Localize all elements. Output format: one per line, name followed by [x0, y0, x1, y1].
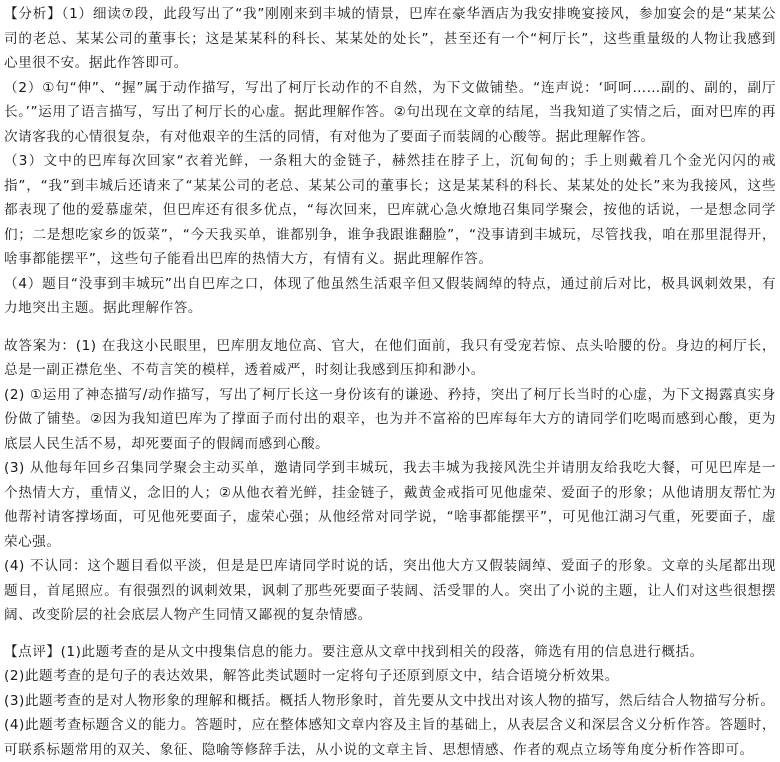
- comment-paragraph-1: 【点评】(1)此题考查的是从文中搜集信息的能力。要注意从文章中找到相关的段落，筛选有用的信息进行概括。: [4, 640, 776, 665]
- section-spacer: [4, 628, 776, 640]
- analysis-section: [4, 2, 776, 321]
- comment-paragraph-4: (4)此题考查标题含义的能力。答题时，应在整体感知文章内容及主旨的基础上，从表层含义和深层含义分析作答。答题时，可联系标题常用的双关、象征、隐喻等修辞手法，从小说的文章主旨、思想情感、作者的观点立场等角度分析作答即可。: [4, 713, 776, 762]
- analysis-paragraph-4: （4）题目“没事到丰城玩”出自巴库之口，体现了他虽然生活艰辛但又假装阔绰的特点，通过前后对比，极具讽刺效果，有力地突出主题。据此理解作答。: [4, 272, 776, 321]
- answer-section: [4, 334, 776, 628]
- comment-paragraph-3: (3)此题考查的是对人物形象的理解和概括。概括人物形象时，首先要从文中找出对该人物的描写，然后结合人物描写分析。: [4, 689, 776, 714]
- comment-paragraph-2: (2)此题考查的是句子的表达效果，解答此类试题时一定将句子还原到原文中，结合语境分析效果。: [4, 664, 776, 689]
- answer-paragraph-4: (4) 不认同：这个题目看似平淡，但是是巴库请同学时说的话，突出他大方又假装阔绰、爱面子的形象。文章的头尾都出现题目，首尾照应。有很强烈的讽刺效果，讽刺了那些死要面子装阔、活受罪的人。突出了小说的主题，让人们对这些很想摆阔、改变阶层的社会底层人物产生同情又鄙视的复杂情感。: [4, 554, 776, 628]
- analysis-paragraph-2: （2）①句“伸”、“握”属于动作描写，写出了柯厅长动作的不自然，为下文做铺垫。“连声说：‘呵呵……副的、副的，副厅长。’”运用了语言描写，写出了柯厅长的心虚。据此理解作答。②句出现在文章的结尾，当我知道了实情之后，面对巴库的再次请客我的心情很复杂，有对他艰辛的生活的同情，有对他为了要面子而装阔的心酸等。据此理解作答。: [4, 76, 776, 150]
- answer-paragraph-2: (2) ①运用了神态描写/动作描写，写出了柯厅长这一身份该有的谦逊、矜持，突出了柯厅长当时的心虚，为下文揭露真实身份做了铺垫。②因为我知道巴库为了撑面子而付出的艰辛，也为并不富裕的巴库每年大方的请同学们吃喝而感到心酸，更为底层人民生活不易，却死要面子的假阔而感到心酸。: [4, 383, 776, 457]
- comment-section: [4, 640, 776, 762]
- section-spacer: [4, 321, 776, 334]
- answer-paragraph-1: 故答案为：(1) 在我这小民眼里，巴库朋友地位高、官大，在他们面前，我只有受宠若惊、点头哈腰的份。身边的柯厅长，总是一副正襟危坐、不苟言笑的模样，透着威严，时刻让我感到压抑和渺小。: [4, 334, 776, 383]
- analysis-paragraph-3: （3）文中的巴库每次回家“衣着光鲜，一条粗大的金链子，赫然挂在脖子上，沉甸甸的；手上则戴着几个金光闪闪的戒指”，“我”到丰城后还请来了“某某公司的老总、某某公司的董事长；这是某某科的科长、某某处的处长”来为我接风，这些都表现了他的爱慕虚荣，但巴库还有很多优点，“每次回来，巴库就心急火燎地召集同学聚会，按他的话说，一是想念同学们；二是想吃家乡的饭菜”，“今天我买单，谁都别争，谁争我跟谁翻脸”，“没事请到丰城玩，尽管找我，咱在那里混得开，啥事都能摆平”，这些句子能看出巴库的热情大方，有情有义。据此理解作答。: [4, 149, 776, 272]
- answer-paragraph-3: (3) 从他每年回乡召集同学聚会主动买单，邀请同学到丰城玩，我去丰城为我接风洗尘并请朋友给我吃大餐，可见巴库是一个热情大方，重情义，念旧的人；②从他衣着光鲜，挂金链子，戴黄金戒指可见他虚荣、爱面子的形象；从他请朋友帮忙为他帮衬请客撑场面，可见他死要面子，虚荣心强；从他经常对同学说，“啥事都能摆平”，可见他江湖习气重，死要面子，虚荣心强。: [4, 456, 776, 554]
- analysis-paragraph-1: 【分析】（1）细读⑦段，此段写出了“我”刚刚来到丰城的情景，巴库在豪华酒店为我安排晚宴接风，参加宴会的是“某某公司的老总、某某公司的董事长；这是某某科的科长、某某处的处长”，甚至还有一个“柯厅长”，这些重量级的人物让我感到心里很不安。据此作答即可。: [4, 2, 776, 76]
